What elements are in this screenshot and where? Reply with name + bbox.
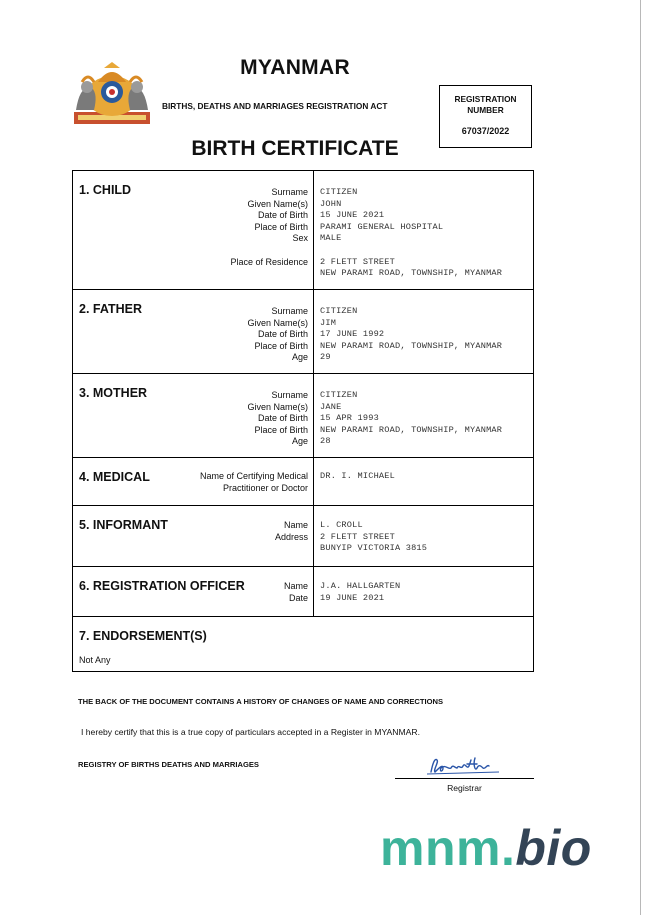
field-value: 15 JUNE 2021 — [320, 210, 385, 221]
field-label: Place of Birth — [254, 340, 308, 351]
field-label: Address — [274, 531, 308, 542]
act-title: BIRTHS, DEATHS AND MARRIAGES REGISTRATION ACT — [162, 101, 388, 111]
field-value: DR. I. MICHAEL — [320, 471, 395, 481]
registrar-signature — [425, 754, 505, 778]
registration-number: 67037/2022 — [461, 126, 510, 136]
field-label: Date of Birth — [257, 210, 308, 221]
field-label: Place of Birth — [254, 221, 308, 232]
registration-label: REGISTRATION — [454, 94, 517, 104]
field-value: MALE — [320, 233, 342, 244]
field-value: NEW PARAMI ROAD, TOWNSHIP, MYANMAR — [320, 340, 503, 351]
field-label: Practitioner or Doctor — [222, 482, 308, 493]
field-label: Name of Certifying Medical — [199, 471, 308, 481]
certification-statement: I hereby certify that this is a true copy of particulars accepted in a Register in MYANMAR. — [81, 727, 420, 737]
field-value: 15 APR 1993 — [320, 413, 379, 424]
section-mother — [73, 374, 533, 458]
field-label: Place of Birth — [254, 424, 308, 435]
section-father — [73, 290, 533, 374]
endorsement-value: Not Any — [79, 655, 111, 665]
field-value: 29 — [320, 352, 331, 363]
field-label: Date — [288, 592, 308, 603]
field-value: BUNYIP VICTORIA 3815 — [320, 543, 428, 554]
field-value: JOHN — [320, 198, 342, 209]
registry-name: REGISTRY OF BIRTHS DEATHS AND MARRIAGES — [78, 760, 259, 769]
field-label: Name — [283, 581, 308, 591]
field-label: Date of Birth — [257, 329, 308, 340]
section-registration-officer — [73, 567, 533, 617]
field-value: CITIZEN — [320, 187, 358, 197]
field-value: 2 FLETT STREET — [320, 256, 395, 267]
field-value: 19 JUNE 2021 — [320, 592, 385, 603]
field-value: J.A. HALLGARTEN — [320, 581, 401, 591]
section-child — [73, 171, 533, 290]
field-label: Date of Birth — [257, 413, 308, 424]
field-label: Place of Residence — [230, 256, 308, 267]
field-value: 28 — [320, 436, 331, 447]
field-value: L. CROLL — [320, 520, 363, 530]
field-value: JIM — [320, 317, 337, 328]
watermark-logo — [380, 818, 592, 878]
field-value: NEW PARAMI ROAD, TOWNSHIP, MYANMAR — [320, 268, 503, 279]
field-label: Age — [291, 352, 308, 363]
country-title: MYANMAR — [240, 56, 350, 79]
registrar-label: Registrar — [447, 783, 482, 793]
field-value: JANE — [320, 401, 342, 412]
field-label: Sex — [292, 233, 308, 244]
field-label: Surname — [271, 187, 308, 197]
field-value: NEW PARAMI ROAD, TOWNSHIP, MYANMAR — [320, 424, 503, 435]
field-label: Surname — [271, 306, 308, 316]
registration-number-box — [439, 85, 532, 148]
field-label: Given Name(s) — [247, 317, 308, 328]
field-label: Given Name(s) — [247, 401, 308, 412]
section-heading: 1. CHILD — [79, 183, 132, 197]
back-of-document-note: THE BACK OF THE DOCUMENT CONTAINS A HISTORY OF CHANGES OF NAME AND CORRECTIONS — [78, 697, 444, 706]
registration-label-number: NUMBER — [467, 105, 504, 115]
field-value: 2 FLETT STREET — [320, 531, 395, 542]
field-label: Age — [291, 436, 308, 447]
page-edge-line — [640, 0, 641, 915]
section-heading: 2. FATHER — [79, 302, 142, 316]
signature-line — [395, 778, 534, 779]
field-value: PARAMI GENERAL HOSPITAL — [320, 221, 444, 232]
field-value: 17 JUNE 1992 — [320, 329, 385, 340]
section-medical — [73, 458, 533, 506]
section-informant — [73, 506, 533, 567]
watermark-part: mnm. — [380, 820, 516, 876]
watermark-part: bio — [515, 820, 592, 876]
field-value: CITIZEN — [320, 306, 358, 316]
section-heading: 5. INFORMANT — [79, 518, 168, 532]
section-endorsement — [73, 617, 533, 671]
section-heading: 4. MEDICAL — [79, 470, 150, 484]
certificate-table — [72, 170, 534, 672]
document-title: BIRTH CERTIFICATE — [191, 137, 399, 160]
field-label: Name — [283, 520, 308, 530]
state-emblem-icon — [68, 62, 156, 130]
section-heading: 7. ENDORSEMENT(S) — [79, 629, 207, 643]
section-heading: 3. MOTHER — [79, 386, 148, 400]
field-value: CITIZEN — [320, 390, 358, 400]
field-label: Given Name(s) — [247, 198, 308, 209]
section-heading: 6. REGISTRATION OFFICER — [79, 579, 245, 593]
field-label: Surname — [271, 390, 308, 400]
